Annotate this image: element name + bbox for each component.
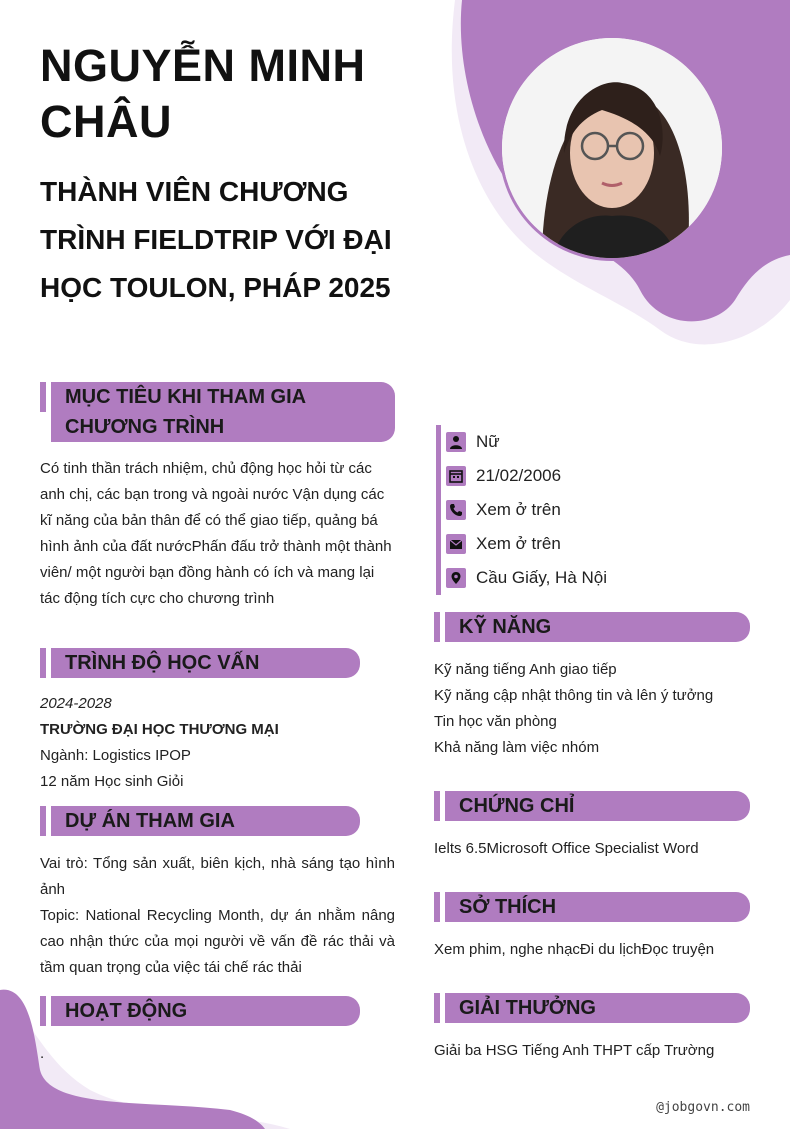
list-item: Khả năng làm việc nhóm (434, 739, 600, 756)
list-item: Tin học văn phòng (434, 713, 557, 730)
projects-entry (40, 851, 395, 981)
candidate-role: THÀNH VIÊN CHƯƠNG TRÌNH FIELDTRIP VỚI ĐẠI HỌC TOULON, PHÁP 2025 (40, 176, 392, 303)
education-period: 2024-2028 (40, 695, 112, 712)
phone-icon (446, 500, 466, 520)
objective-text: Có tinh thần trách nhiệm, chủ động học hỏi từ các anh chị, các bạn trong và ngoài nước Vận dụng các kĩ năng của bản thân để có thể giao tiếp, quảng bá hình ảnh của đất nướcPhấn đấu trở thành một thành viên/ một người bạn đồng hành có ích và mang lại tác động tích cực cho chương trình (40, 460, 392, 607)
certificates-title: CHỨNG CHỈ (445, 791, 750, 821)
skills-list (434, 657, 754, 761)
contact-info (436, 425, 607, 595)
awards-text: Giải ba HSG Tiếng Anh THPT cấp Trường (434, 1042, 715, 1059)
section-header-awards (434, 993, 750, 1023)
contact-email: Xem ở trên (446, 527, 607, 561)
objective-title-line1: MỤC TIÊU KHI THAM GIA (65, 386, 307, 408)
contact-address: Cầu Giấy, Hà Nội (446, 561, 607, 595)
location-pin-icon (446, 568, 466, 588)
education-entry (40, 691, 395, 795)
projects-topic: Topic: National Recycling Month, dự án nhằm nâng cao nhận thức của mọi người về vấn đề rác thải và tầm quan trọng của việc tái chế rác thải (40, 907, 395, 976)
hobbies-text: Xem phim, nghe nhạcĐi du lịchĐọc truyện (434, 941, 715, 958)
education-note: 12 năm Học sinh Giỏi (40, 773, 184, 790)
candidate-name: NGUYỄN MINH CHÂU (40, 40, 366, 147)
calendar-icon (446, 466, 466, 486)
education-school: TRƯỜNG ĐẠI HỌC THƯƠNG MẠI (40, 721, 279, 738)
section-header-projects (40, 806, 360, 836)
certificates-text: Ielts 6.5Microsoft Office Specialist Word (434, 840, 699, 857)
projects-role: Vai trò: Tổng sản xuất, biên kịch, nhà sáng tạo hình ảnh (40, 855, 395, 898)
activities-title: HOẠT ĐỘNG (51, 996, 360, 1026)
mail-icon (446, 534, 466, 554)
education-title: TRÌNH ĐỘ HỌC VẤN (51, 648, 360, 678)
activities-text: . (40, 1045, 45, 1062)
profile-photo (502, 38, 722, 258)
footer-brand: @jobgovn.com (656, 1100, 750, 1115)
contact-birthday: 21/02/2006 (446, 459, 607, 493)
hobbies-title: SỞ THÍCH (445, 892, 750, 922)
section-header-education (40, 648, 360, 678)
objective-title-line2: CHƯƠNG TRÌNH (65, 416, 225, 438)
contact-phone: Xem ở trên (446, 493, 607, 527)
list-item: Kỹ năng cập nhật thông tin và lên ý tưởng (434, 687, 714, 704)
section-header-activities (40, 996, 360, 1026)
section-header-certificates (434, 791, 750, 821)
contact-gender: Nữ (446, 425, 607, 459)
list-item: Kỹ năng tiếng Anh giao tiếp (434, 661, 617, 678)
section-header-skills (434, 612, 750, 642)
section-header-hobbies (434, 892, 750, 922)
skills-title: KỸ NĂNG (445, 612, 750, 642)
education-major: Ngành: Logistics IPOP (40, 747, 191, 764)
section-header-objective (40, 382, 395, 442)
projects-title: DỰ ÁN THAM GIA (51, 806, 360, 836)
person-icon (446, 432, 466, 452)
awards-title: GIẢI THƯỞNG (445, 993, 750, 1023)
